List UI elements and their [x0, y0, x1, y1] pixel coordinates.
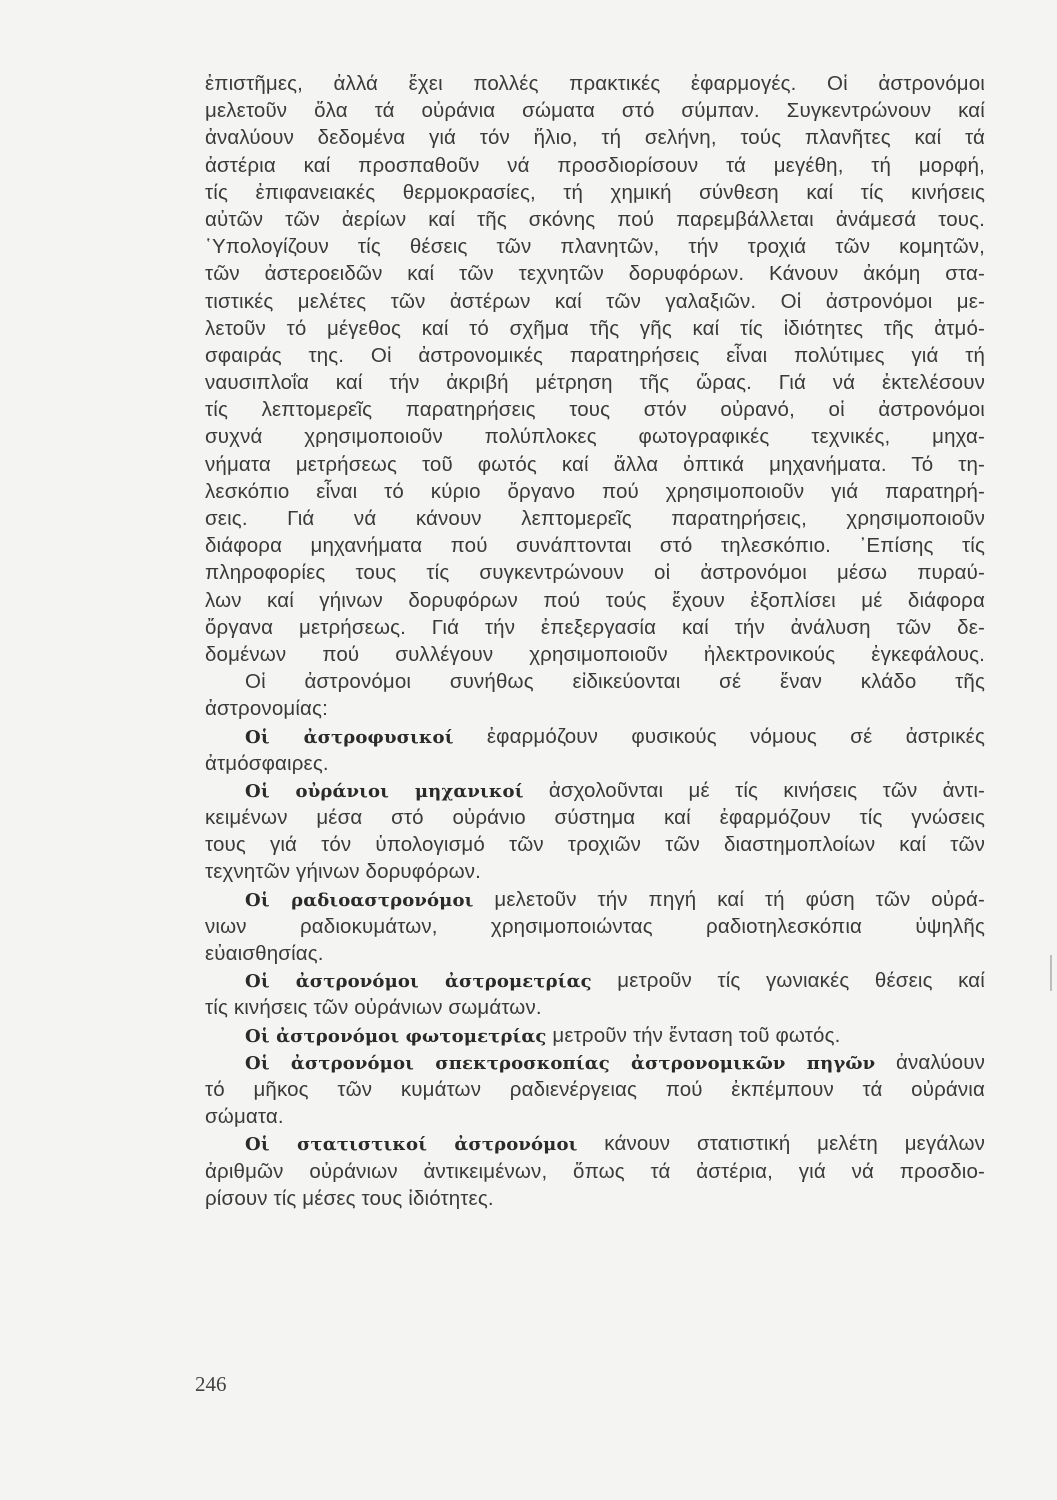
text-line [205, 913, 985, 940]
line-text: ἀριθμῶν οὐράνιων ἀντικειμένων, ὅπως τά ἀστέρια, γιά νά προσδιο- [205, 1159, 985, 1183]
line-text: νιων ραδιοκυμάτων, χρησιμοποιώντας ραδιοτηλεσκόπια ὑψηλῆς [205, 914, 985, 938]
line-text: μετροῦν τίς γωνιακές θέσεις καί [591, 969, 986, 993]
text-line [205, 559, 985, 586]
line-text: λων καί γήινων δορυφόρων πού τούς ἔχουν ἐξοπλίσει μέ διάφορα [205, 588, 985, 612]
line-text: σώματα. [205, 1105, 284, 1129]
text-line [205, 478, 985, 505]
line-text: πληροφορίες τους τίς συγκεντρώνουν οἱ ἀστρονόμοι μέσω πυραύ- [205, 561, 985, 585]
line-text: διάφορα μηχανήματα πού συνάπτονται στό τηλεσκόπιο. ᾿Επίσης τίς [205, 534, 985, 558]
text-line [205, 233, 985, 260]
text-line [205, 967, 985, 994]
text-line [205, 1158, 985, 1185]
line-text: κάνουν στατιστική μελέτη μεγάλων [577, 1132, 985, 1156]
scan-edge-mark [1050, 955, 1052, 991]
line-text: κειμένων μέσα στό οὐράνιο σύστημα καί ἐφαρμόζουν τίς γνώσεις [205, 806, 985, 830]
text-line [205, 97, 985, 124]
text-line [205, 124, 985, 151]
line-text: ἀσχολοῦνται μέ τίς κινήσεις τῶν ἀντι- [523, 778, 985, 802]
line-text: ἐφαρμόζουν φυσικούς νόμους σέ ἀστρικές [453, 724, 985, 748]
text-line [205, 532, 985, 559]
text-line [205, 804, 985, 831]
text-line [205, 641, 985, 668]
bold-term: Οἱ ραδιοαστρονόμοι [245, 889, 474, 911]
text-line [205, 206, 985, 233]
text-line [205, 342, 985, 369]
bold-term: Οἱ οὐράνιοι μηχανικοί [245, 780, 524, 802]
text-line [205, 369, 985, 396]
line-text: ἀναλύουν [875, 1050, 985, 1074]
bold-term: Οἱ στατιστικοί ἀστρονόμοι [245, 1134, 578, 1156]
line-text: ῾Υπολογίζουν τίς θέσεις τῶν πλανητῶν, τήν τροχιά τῶν κομητῶν, [205, 235, 985, 259]
text-line [205, 1049, 985, 1076]
text-line [205, 505, 985, 532]
line-text: τῶν ἀστεροειδῶν καί τῶν τεχνητῶν δορυφόρων. Κάνουν ἀκόμη στα- [205, 262, 985, 286]
line-text: Οἱ ἀστρονόμοι συνήθως εἰδικεύονται σέ ἕναν κλάδο τῆς [245, 670, 985, 694]
line-text: τους γιά τόν ὑπολογισμό τῶν τροχιῶν τῶν διαστημοπλοίων καί τῶν [205, 833, 985, 857]
text-line [205, 396, 985, 423]
text-line [205, 451, 985, 478]
line-text: σεις. Γιά νά κάνουν λεπτομερεῖς παρατηρήσεις, χρησιμοποιοῦν [205, 507, 985, 530]
bold-term: Οἱ ἀστροφυσικοί [245, 726, 454, 748]
line-text: τίς ἐπιφανειακές θερμοκρασίες, τή χημική σύνθεση καί τίς κινήσεις [205, 180, 985, 204]
line-text: τίς λεπτομερεῖς παρατηρήσεις τους στόν οὐρανό, οἱ ἀστρονόμοι [205, 398, 985, 422]
line-text: ἀτμόσφαιρες. [205, 751, 329, 775]
text-line [205, 179, 985, 206]
text-line [205, 587, 985, 614]
line-text: αὐτῶν τῶν ἀερίων καί τῆς σκόνης πού παρεμβάλλεται ἀνάμεσά τους. [205, 207, 985, 231]
line-text: ἀστέρια καί προσπαθοῦν νά προσδιορίσουν τά μεγέθη, τή μορφή, [205, 153, 985, 177]
line-text: νήματα μετρήσεως τοῦ φωτός καί ἄλλα ὀπτικά μηχανήματα. Τό τη- [205, 452, 985, 476]
line-text: λετοῦν τό μέγεθος καί τό σχῆμα τῆς γῆς καί τίς ἰδιότητες τῆς ἀτμό- [205, 316, 985, 340]
text-line [205, 1130, 985, 1157]
line-text: μελετοῦν τήν πηγή καί τή φύση τῶν οὐρά- [473, 887, 985, 911]
text-line [205, 668, 985, 695]
text-line [205, 723, 985, 750]
text-line [205, 1185, 985, 1212]
text-line [205, 614, 985, 641]
line-text: συχνά χρησιμοποιοῦν πολύπλοκες φωτογραφικές τεχνικές, μηχα- [205, 425, 985, 449]
line-text: ναυσιπλοΐα καί τήν ἀκριβή μέτρηση τῆς ὥρας. Γιά νά ἐκτελέσουν [205, 371, 985, 395]
text-line [205, 858, 985, 885]
line-text: δομένων πού συλλέγουν χρησιμοποιοῦν ἠλεκτρονικούς ἐγκεφάλους. [205, 642, 985, 666]
text-line [205, 152, 985, 179]
text-line [205, 940, 985, 967]
bold-term: Οἱ ἀστρονόμοι φωτομετρίας [245, 1025, 547, 1047]
line-text: τίς κινήσεις τῶν οὐράνιων σωμάτων. [205, 996, 542, 1020]
line-text: μετροῦν τήν ἔνταση τοῦ φωτός. [546, 1023, 841, 1047]
line-text: τιστικές μελέτες τῶν ἀστέρων καί τῶν γαλαξιῶν. Οἱ ἀστρονόμοι με- [205, 289, 985, 313]
text-line [205, 1103, 985, 1130]
line-text: εὐαισθησίας. [205, 942, 324, 965]
line-text: λεσκόπιο εἶναι τό κύριο ὄργανο πού χρησιμοποιοῦν γιά παρατηρή- [205, 479, 985, 503]
page-number: 246 [195, 1372, 227, 1396]
bold-term: Οἱ ἀστρονόμοι σπεκτροσκοπίας ἀστρονομικῶν πηγῶν [245, 1052, 876, 1074]
text-line [205, 423, 985, 450]
text-line [205, 695, 985, 722]
line-text: ρίσουν τίς μέσες τους ἰδιότητες. [205, 1186, 494, 1210]
page-body [205, 70, 985, 1212]
text-line [205, 288, 985, 315]
text-line [205, 831, 985, 858]
line-text: μελετοῦν ὅλα τά οὐράνια σώματα στό σύμπαν. Συγκεντρώνουν καί [205, 99, 985, 123]
text-line [205, 750, 985, 777]
line-text: τεχνητῶν γήινων δορυφόρων. [205, 860, 481, 884]
text-line [205, 260, 985, 287]
line-text: σφαιράς της. Οἱ ἀστρονομικές παρατηρήσεις εἶναι πολύτιμες γιά τή [205, 343, 985, 367]
text-line [205, 70, 985, 97]
line-text: ἀστρονομίας: [205, 697, 328, 721]
text-line [205, 994, 985, 1021]
text-line [205, 777, 985, 804]
text-line [205, 1076, 985, 1103]
line-text: ἀναλύουν δεδομένα γιά τόν ἥλιο, τή σελήνη, τούς πλανῆτες καί τά [205, 126, 985, 150]
line-text: ὄργανα μετρήσεως. Γιά τήν ἐπεξεργασία καί τήν ἀνάλυση τῶν δε- [205, 615, 985, 639]
bold-term: Οἱ ἀστρονόμοι ἀστρομετρίας [245, 971, 592, 993]
text-line [205, 886, 985, 913]
line-text: ἐπιστῆμες, ἀλλά ἔχει πολλές πρακτικές ἐφαρμογές. Οἱ ἀστρονόμοι [205, 72, 985, 95]
text-line [205, 1022, 985, 1049]
line-text: τό μῆκος τῶν κυμάτων ραδιενέργειας πού ἐκπέμπουν τά οὐράνια [205, 1077, 985, 1101]
text-line [205, 315, 985, 342]
